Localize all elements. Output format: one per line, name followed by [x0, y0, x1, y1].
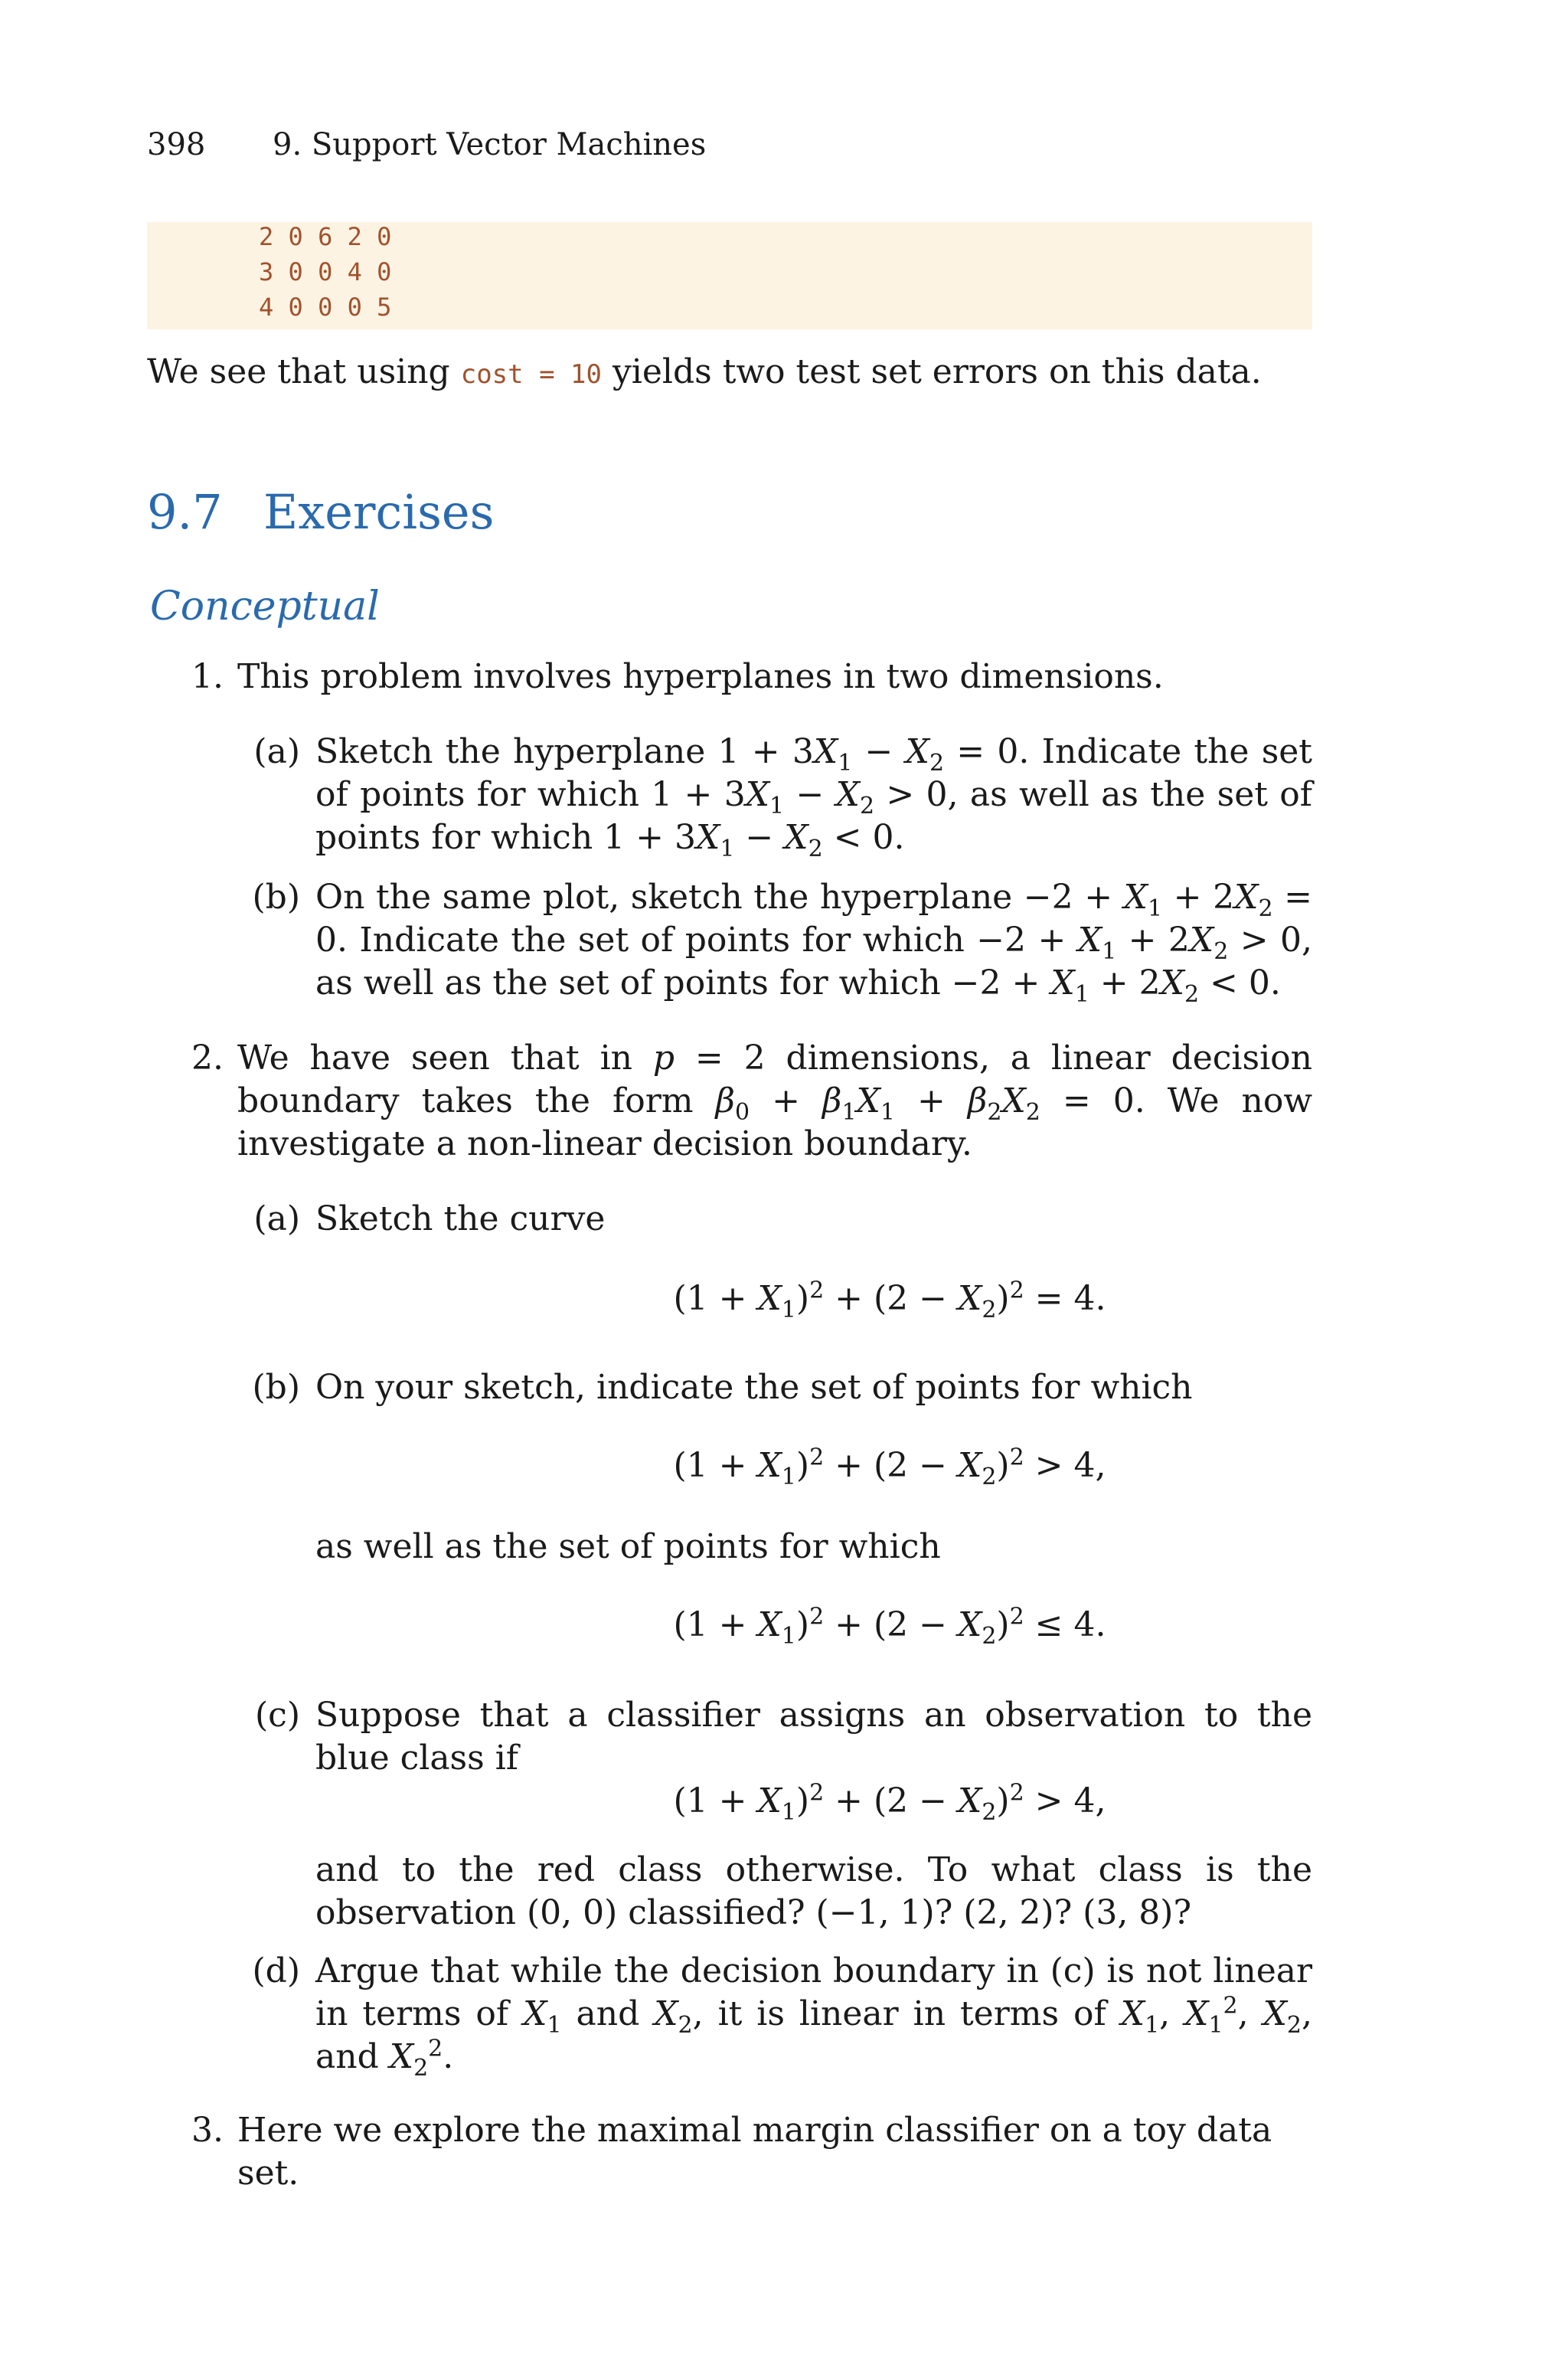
equation: $(1 + X_1)^2 + (2 - X_2)^2 = 4$. [673, 1277, 1106, 1323]
part-label: (a) [253, 732, 300, 771]
part-text: On the same plot, sketch the hyperplane $-2 + X_1 + 2X_2 = 0$. Indicate the set of points for which $-2 + X_1 + 2X_2 > 0$, as well as the set of points for which $-2 + X_1 + 2X_2 < 0$. [315, 878, 1312, 1008]
equation: $(1 + X_1)^2 + (2 - X_2)^2 > 4$, [673, 1779, 1106, 1826]
section-title: Exercises [263, 484, 495, 540]
section-heading [147, 484, 494, 540]
part-label: (d) [252, 1951, 300, 1990]
exercise-number: 1. [191, 657, 224, 696]
part-text: Sketch the hyperplane $1 + 3X_1 - X_2 = 0$. Indicate the set of points for which $1 + 3X_1 - X_2 > 0$, as well as the set of points for which $1 + 3X_1 - X_2 < 0$. [315, 732, 1312, 862]
page-number: 398 [147, 127, 206, 162]
equation: $(1 + X_1)^2 + (2 - X_2)^2 \le 4$. [673, 1603, 1106, 1650]
code-line: 3 0 0 4 0 [259, 257, 392, 286]
exercise-text: This problem involves hyperplanes in two dimensions. [237, 657, 1164, 696]
part-text: Argue that while the decision boundary in (c) is not linear in terms of $X_1$ and $X_2$, it is linear in terms of $X_1$, $X_1^2$, $X_2$, and $X_2^2$. [315, 1951, 1313, 2082]
exercise-text: We have seen that in p = 2 dimensions, a linear decision boundary takes the form $\beta_0 + \beta_1X_1 + \beta_2X_2 = 0$. We now investigate a non-linear decision boundary. [237, 1039, 1313, 1163]
exercise-number: 3. [191, 2111, 224, 2150]
part-label: (c) [255, 1696, 300, 1735]
chapter-title: 9. Support Vector Machines [273, 127, 707, 162]
part-text: Suppose that a classifier assigns an observation to the blue class if [315, 1696, 1312, 1778]
part-label: (a) [253, 1199, 300, 1238]
part-text: as well as the set of points for which [315, 1527, 941, 1566]
part-text: and to the red class otherwise. To what class is the observation (0, 0) classified? (−1, 1)? (2, 2)? (3, 8)? [315, 1850, 1312, 1932]
part-label: (b) [252, 1368, 300, 1407]
code-output-block [147, 222, 1312, 329]
inline-code: cost = 10 [460, 359, 602, 390]
equation: $(1 + X_1)^2 + (2 - X_2)^2 > 4$, [673, 1444, 1106, 1490]
part-text: Sketch the curve [315, 1199, 606, 1238]
part-label: (b) [252, 878, 300, 917]
section-number: 9.7 [147, 484, 223, 540]
code-line: 2 0 6 2 0 [259, 222, 392, 251]
subsection-heading: Conceptual [150, 584, 380, 630]
intro-paragraph: We see that using cost = 10 yields two test set errors on this data. [147, 352, 1262, 391]
page-header [147, 127, 706, 162]
part-text: On your sketch, indicate the set of points for which [315, 1368, 1193, 1407]
exercise-text: Here we explore the maximal margin classifier on a toy data set. [237, 2111, 1272, 2193]
code-line: 4 0 0 0 5 [259, 293, 392, 322]
exercise-number: 2. [191, 1039, 224, 1078]
